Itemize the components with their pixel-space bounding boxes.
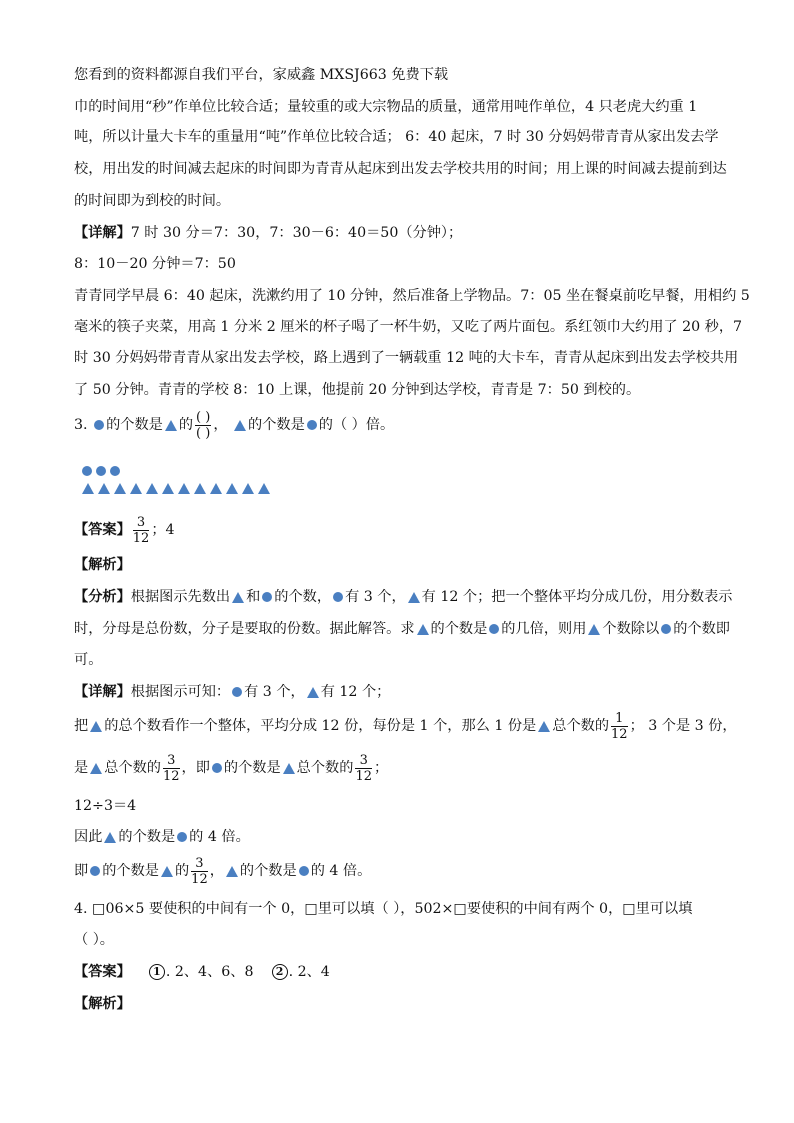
question-4-line: （ ）。 bbox=[74, 932, 114, 948]
circle-icon bbox=[110, 466, 120, 476]
triangle-icon bbox=[283, 763, 295, 774]
detail-tag: 【详解】 bbox=[74, 225, 131, 241]
story-line: 时 30 分妈妈带青青从家出发去学校，路上遇到了一辆载重 12 吨的大卡车，青青从起床到出发去学校共用 bbox=[74, 350, 739, 366]
triangle-icon bbox=[90, 721, 102, 732]
triangle-row bbox=[80, 478, 272, 497]
triangle-icon bbox=[104, 832, 116, 843]
triangle-icon bbox=[210, 483, 222, 494]
circle-icon bbox=[96, 466, 106, 476]
triangle-icon bbox=[98, 483, 110, 494]
answer-3: 【答案】 $\frac{3}{12}$ ；4 bbox=[74, 514, 175, 546]
paragraph-line: 吨，所以计量大卡车的重量用“吨”作单位比较合适； 6：40 起床，7 时 30 分妈妈带青青从家出发去学 bbox=[74, 129, 719, 145]
circle-icon bbox=[82, 466, 92, 476]
answer-fraction: $\frac{3}{12}$ bbox=[132, 514, 150, 546]
answer-4: 【答案】 1 . 2、4、6、8 2 . 2、4 bbox=[74, 964, 330, 980]
analysis-line: 【分析】根据图示先数出 和 的个数， 有 3 个， 有 12 个；把一个整体平均分成几份，用分数表示 bbox=[74, 589, 733, 605]
circle-icon bbox=[661, 624, 671, 634]
story-line: 青青同学早晨 6：40 起床，洗漱约用了 10 分钟，然后准备上学物品。7：05 坐在餐桌前吃早餐，用相约 5 bbox=[74, 288, 750, 304]
triangle-icon bbox=[307, 687, 319, 698]
question-4-line: 4. □06×5 要使积的中间有一个 0，□里可以填（ ），502×□要使积的中间有两个 0，□里可以填 bbox=[74, 901, 693, 917]
triangle-icon bbox=[258, 483, 270, 494]
circle-icon bbox=[307, 420, 317, 430]
triangle-icon bbox=[165, 420, 177, 431]
circle-icon bbox=[94, 420, 104, 430]
paragraph-line: 巾的时间用“秒”作单位比较合适；量较重的或大宗物品的质量，通常用吨作单位，4 只老虎大约重 1 bbox=[74, 99, 698, 115]
triangle-icon bbox=[114, 483, 126, 494]
triangle-icon bbox=[242, 483, 254, 494]
paragraph-line: 的时间即为到校的时间。 bbox=[74, 193, 231, 209]
detail-line: 是 总个数的 $\frac{3}{12}$ ，即 的个数是 总个数的 $\frac{3}{12}$ ； bbox=[74, 752, 389, 784]
triangle-icon bbox=[226, 866, 238, 877]
circle-icon bbox=[262, 592, 272, 602]
paragraph-line: 校，用出发的时间减去起床的时间即为青青从起床到出发去学校共用的时间；用上课的时间减去提前到达 bbox=[74, 161, 727, 177]
triangle-icon bbox=[82, 483, 94, 494]
triangle-icon bbox=[232, 592, 244, 603]
triangle-icon bbox=[162, 483, 174, 494]
triangle-icon bbox=[130, 483, 142, 494]
triangle-icon bbox=[417, 624, 429, 635]
fraction: $\frac{3}{12}$ bbox=[355, 752, 372, 784]
circled-number: 1 bbox=[149, 964, 165, 980]
triangle-icon bbox=[408, 592, 420, 603]
triangle-icon bbox=[194, 483, 206, 494]
triangle-icon bbox=[538, 721, 550, 732]
question-3: 3. 的个数是 的 $\frac{( )}{( )}$ ， 的个数是 的（ ）倍。 bbox=[74, 409, 395, 441]
triangle-icon bbox=[178, 483, 190, 494]
circled-number: 2 bbox=[272, 964, 288, 980]
header-watermark: 您看到的资料都源自我们平台，家威鑫 MXSJ663 免费下载 bbox=[74, 67, 449, 83]
triangle-icon bbox=[588, 624, 600, 635]
circle-icon bbox=[489, 624, 499, 634]
analysis-line: 时，分母是总份数，分子是要取的份数。据此解答。求 的个数是 的几倍，则用 个数除以 的个数即 bbox=[74, 621, 730, 637]
circle-icon bbox=[177, 832, 187, 842]
blank-fraction: $\frac{( )}{( )}$ bbox=[196, 409, 211, 441]
circle-icon bbox=[90, 866, 100, 876]
circle-icon bbox=[212, 763, 222, 773]
fraction: $\frac{3}{12}$ bbox=[191, 855, 208, 887]
circle-icon bbox=[299, 866, 309, 876]
fraction: $\frac{3}{12}$ bbox=[162, 752, 180, 784]
triangle-icon bbox=[234, 420, 246, 431]
detail-line: 【详解】根据图示可知： 有 3 个， 有 12 个； bbox=[74, 684, 391, 700]
detail-line: 把 的总个数看作一个整体，平均分成 12 份，每份是 1 个，那么 1 份是 总个数的 $\frac{1}{12}$ ； 3 个是 3 份， bbox=[74, 710, 737, 742]
circle-row bbox=[80, 460, 122, 479]
story-line: 毫米的筷子夹菜，用高 1 分米 2 厘米的杯子喝了一杯牛奶，又吃了两片面包。系红领巾大约用了 20 秒，7 bbox=[74, 319, 743, 335]
analysis-tag: 【解析】 bbox=[74, 557, 131, 573]
detail-line: 即 的个数是 的 $\frac{3}{12}$ ， 的个数是 的 4 倍。 bbox=[74, 855, 372, 887]
circle-icon bbox=[232, 687, 242, 697]
fraction: $\frac{1}{12}$ bbox=[611, 710, 628, 742]
triangle-icon bbox=[90, 763, 102, 774]
analysis-line: 可。 bbox=[74, 652, 103, 668]
circle-icon bbox=[333, 592, 343, 602]
detail-line: 因此 的个数是 的 4 倍。 bbox=[74, 829, 250, 845]
story-line: 了 50 分钟。青青的学校 8：10 上课，他提前 20 分钟到达学校，青青是 7：50 到校的。 bbox=[74, 382, 641, 398]
triangle-icon bbox=[146, 483, 158, 494]
detail-line: 12÷3＝4 bbox=[74, 798, 137, 814]
triangle-icon bbox=[161, 866, 173, 877]
analysis-tag: 【解析】 bbox=[74, 996, 131, 1012]
detail-line: 8：10－20 分钟＝7：50 bbox=[74, 256, 236, 272]
detail-line: 【详解】7 时 30 分＝7：30，7：30－6：40＝50（分钟）； bbox=[74, 225, 463, 241]
triangle-icon bbox=[226, 483, 238, 494]
